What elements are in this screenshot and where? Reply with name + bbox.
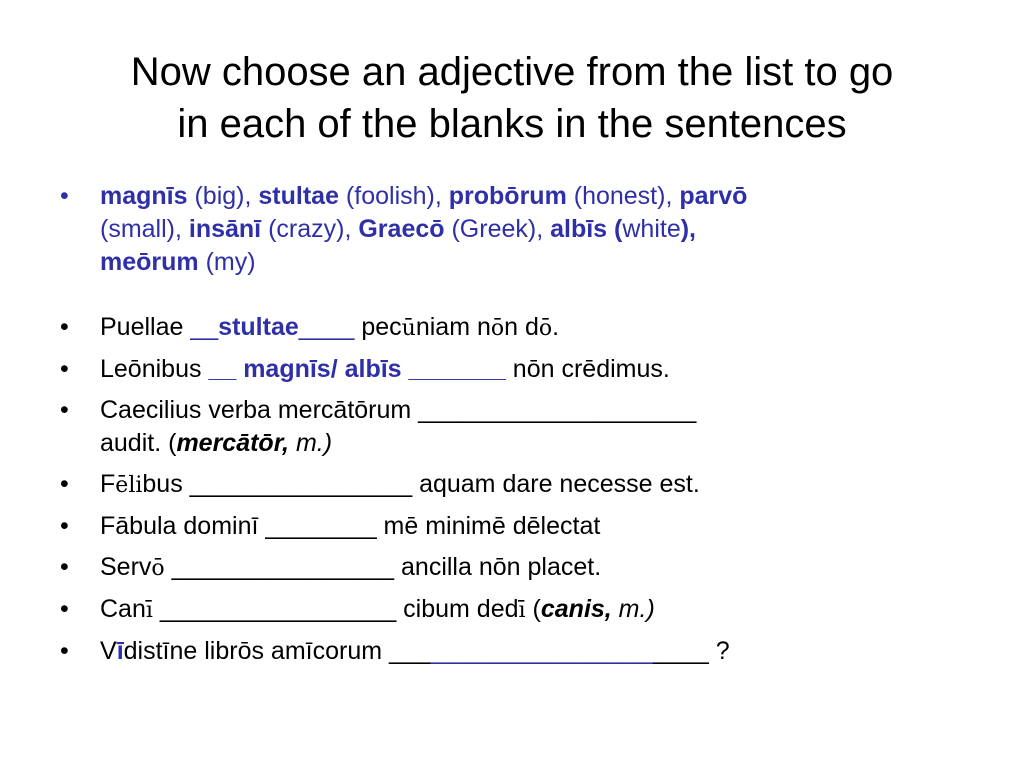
vocab-word: parvō bbox=[679, 182, 748, 210]
sentence-text: Leōnibus bbox=[100, 355, 209, 383]
sentence-text: ō bbox=[151, 556, 165, 581]
sentence-text: distīne librōs amīcorum bbox=[123, 637, 390, 665]
vocab-gloss: (Greek), bbox=[444, 215, 551, 243]
sentence-item bbox=[0, 468, 1024, 502]
sentence-text: ________________ ancilla nōn placet. bbox=[164, 553, 602, 581]
bullet-dot-icon: • bbox=[60, 396, 69, 424]
vocab-gloss: (crazy), bbox=[261, 215, 359, 243]
blank: ____ bbox=[653, 637, 709, 665]
bullet-dot-icon: • bbox=[60, 355, 69, 383]
sentence-text: ō bbox=[490, 316, 505, 341]
sentence-text: niam n bbox=[415, 313, 491, 341]
bullet-dot-icon: • bbox=[60, 512, 69, 540]
sentence-text: bus ________________ aquam dare necesse est. bbox=[142, 470, 700, 498]
blank: __ bbox=[190, 313, 219, 341]
grammar-hint: m.) bbox=[289, 429, 333, 457]
vocab-word: probōrum bbox=[448, 182, 567, 210]
sentence-text: ī bbox=[518, 598, 526, 623]
vocab-gloss: (big), bbox=[187, 182, 259, 210]
sentence-item bbox=[0, 394, 1024, 460]
vocab-word: insānī bbox=[188, 215, 262, 243]
bullet-dot-icon: • bbox=[60, 595, 69, 623]
bullet-dot-icon: • bbox=[60, 313, 69, 341]
sentence-item bbox=[0, 311, 1024, 345]
sentence-text: Fābula dominī ________ mē minimē dēlectat bbox=[100, 512, 601, 540]
sentence-item bbox=[0, 635, 1024, 668]
sentence-text: Serv bbox=[100, 553, 152, 581]
spacer bbox=[0, 279, 1024, 311]
vocab-word: Graecō bbox=[358, 215, 445, 243]
vocab-gloss: white bbox=[622, 215, 681, 243]
grammar-hint: m.) bbox=[611, 595, 655, 623]
vocab-list-item bbox=[0, 180, 1024, 279]
sentence-item bbox=[0, 551, 1024, 585]
sentence-text: Puellae bbox=[100, 313, 191, 341]
vocab-word: ), bbox=[680, 215, 697, 243]
grammar-hint: canis, bbox=[540, 595, 612, 623]
bullet-list bbox=[0, 180, 1024, 676]
bullet-dot-icon: • bbox=[60, 637, 69, 665]
sentence-text: _________________ cibum ded bbox=[152, 595, 519, 623]
grammar-hint: mercātōr, bbox=[176, 429, 289, 457]
sentence-text: n d bbox=[504, 313, 539, 341]
bullet-dot-icon: • bbox=[60, 553, 69, 581]
sentence-text: audit. ( bbox=[100, 429, 177, 457]
bullet-dot-icon: • bbox=[60, 182, 69, 210]
sentence-text: V bbox=[100, 637, 117, 665]
blank: ___ bbox=[389, 637, 431, 665]
sentence-text: ī bbox=[145, 598, 153, 623]
answer-word: stultae bbox=[218, 313, 299, 341]
sentence-text: nōn crēdimus. bbox=[505, 355, 670, 383]
sentence-item bbox=[0, 510, 1024, 543]
title-line-1: Now choose an adjective from the list to go bbox=[130, 50, 894, 94]
bullet-dot-icon: • bbox=[60, 470, 69, 498]
sentence-text: ū bbox=[401, 316, 416, 341]
sentence-text: Caecilius verba mercātōrum ____________________ bbox=[100, 396, 697, 424]
sentence-text: ? bbox=[708, 637, 730, 665]
vocab-word: meōrum bbox=[100, 248, 199, 276]
sentence-text: Can bbox=[100, 595, 146, 623]
blank: ________________ bbox=[430, 637, 654, 665]
slide-title bbox=[40, 46, 984, 150]
blank: ____ bbox=[298, 313, 355, 341]
sentence-text: l bbox=[128, 473, 136, 498]
sentence-text: ī bbox=[116, 637, 124, 665]
vocab-gloss: (small), bbox=[100, 215, 189, 243]
sentence-item bbox=[0, 593, 1024, 627]
vocab-gloss: (honest), bbox=[566, 182, 680, 210]
sentence-text: F bbox=[100, 470, 116, 498]
sentence-text: i bbox=[135, 473, 143, 498]
sentence-text: pec bbox=[354, 313, 402, 341]
sentence-text: ē bbox=[115, 473, 129, 498]
vocab-word: magnīs bbox=[100, 182, 188, 210]
sentence-text: ( bbox=[525, 595, 541, 623]
sentence-text: . bbox=[552, 313, 560, 341]
vocab-gloss: (foolish), bbox=[338, 182, 449, 210]
title-line-2: in each of the blanks in the sentences bbox=[177, 102, 847, 146]
vocab-word: albīs ( bbox=[550, 215, 623, 243]
answer-word: __ magnīs/ albīs _______ bbox=[208, 355, 506, 383]
sentence-text: ō bbox=[538, 316, 553, 341]
vocab-gloss: (my) bbox=[198, 248, 256, 276]
vocab-word: stultae bbox=[258, 182, 339, 210]
sentence-item bbox=[0, 353, 1024, 386]
